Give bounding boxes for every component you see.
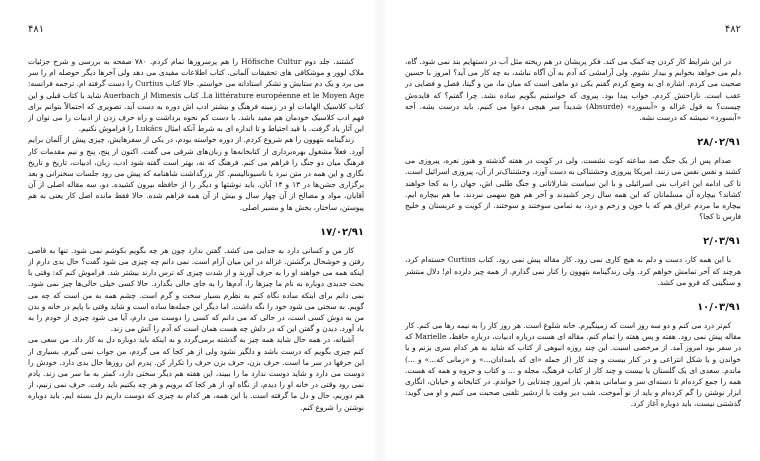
left-page (28, 0, 364, 461)
entry-date: ۱۰/۰۳/۹۱ (697, 302, 741, 314)
paragraph: کشتند. جلد دوم Höfische Cultur را هم پرسروزها تمام کردم. ۷۸۰ صفحه به بررسی و شرح جزئیات ملاک لوور و موشکافی های تحقیقات آلمانی. کتاب اطلاعات مفیدی می دهد ولی آخرها دیگر حوصله ام را سر می برد و یک دم ستایش و تشکر استادانه می خواستم. حالا کتاب Curtius را دست گرفته ام. ترجمه فرانسه: La littérature européenne et le Moyen Age. کتاب Mimesis از Auerbach شاید یا کتاب قبلی و این کتاب کلاسیک الهامات او در زمینه فرهنگ و بیشتر ادب اش دوره به دست آید. تصویری که احتمالاً بتوانم برای فهم ادب کلاسیک خودمان هم مفید باشد. با دست کم نحوه برداشت و راه حرف زدن از ادبیات را می توان از این آثار یاد گرفت. با قید احتیاط و تا اندازه ای به شرط آنکه امثال Lukács را فراموش نکنیم. (28, 57, 364, 134)
paragraph: با این همه کار، دست و دلم به هیچ کاری نمی رود. کار مقاله پیش نمی رود. کتاب Curtius خسته‌ام کرد، هرچند که آخر تمامش خواهم کرد. ولی زندگینامه بتهوون را کنار نمی گذارم. از همه چیز دلزده ام! دلال منتشر و سنگینی که فرو می کشد. (405, 255, 741, 287)
page-number: ۴۸۲ (724, 24, 741, 35)
paragraph: کار من و کسانی دارد به جدایی می کشد. گفتن ندارد چون هر چه بگویم بکوشم نمی شود. تنها به قاضی رفتن و خوشحال برگشتن. غزاله در این میان آرام است. نمی دانم چه چیزی می شود گفت؟ حال بدی دارم از اینکه همه می خواهند او را به حرف آورند و از شدت چیزی که ترس دارند بیشتر شد. فراموش کنم که: وقتی با بحث جدیدی دوباره به نام ما چیزها را، آدم‌ها را به جای خالی بگذارد. حالا کسی خیلی حالی‌ها چیز نمی شود. نمی دانم برای اینکه ساده نگاه کنم به نظرم بسیار سخت و گرم است. چشم همه به من است که چه می گویم. به سختی می شود خود را نگه داشت. اما دیگر این جمله‌ها ساده است و شاید وقتی با پایم در خانه و بدن من به دوش کسی است، در حالی که می دانم که کسی را دوست می دارم، آیا می شود چیزی از خودم را به یاد آورد. دیدن و گفتن این که در دلش چه هست همان است که آدم را آتش می زند. (28, 245, 364, 334)
paragraph: آشیانه، در همه حال شاید همه چیز به گذشته برمی‌گردد و به اینکه باید دوباره دل به کار داد. من سعی می کنم چیزی بگویم که درست باشد و دلگیر نشود ولی از هر کجا که می گردم، من جواب نمی گیرم. بسیاری از این حرفها در سر ما است. حرف بزن، حرف بزن حرف را تکرار کن. پدرم این روزها حال بدی دارد. خودش را دوست می دارد و شاید دوست ندارد ما را ببیند، این هفته هم دیگر سختی دارد، کمتر به ما سر می زند. یادم نمی رود وقتی در خانه او را دیدم، از نگاه او، از هر کجا که برویم و هر چه بکنیم باید رفت. حرف نمی زنیم، از هم دوریم، حال و دل ما گرفته است. با این همه، هر کدام به چیزی که دوست داریم دل بسته ایم. باید دوباره نوشتن را شروع کنم. (28, 335, 364, 412)
paragraph: در این شرایط کار کردن چه کمک می کند. فکر پریشان در هم ریخته مثل آب در دستهایم بند نمی شود. گاه، دلم می خواهد بخوابم و بیدار نشوم. ولی آرامشی که آدم به آن آگاه نباشد، به چه کار می آید؟ امروز با حسین صحبت می کردم. اشاره ای به وضع کردم گفتم یکی دو ماهی است که میان ما، من و گیتا، فصل و فضایی در عقب است. ناراحتش کردم. خواب پیدا بود. پیروی که خواستیم بگویم ساده نشد. چرا گفتم؟ که فایده‌ش چیست؟ به قول غزاله و «آبسورد» (Absurde) شدیداً سر هیچی دعوا می کنیم. باید درست بشه. آخه «آبسورد» نمیشه که درست نشه. (405, 57, 741, 123)
page-body (405, 56, 741, 455)
page-number: ۴۸۱ (28, 24, 45, 35)
entry-date: ۲/۰۳/۹۱ (703, 236, 741, 248)
paragraph: صدام پس از یک جنگ صد ساعته کوت نشست. ولی در کویت در هفته گذشته و هنوز نعره، پیروزی می کشند و نفس نفس می زنند. امریکا پیروزی وحشتناکی به دست آورد. وحشتناک‌تر از آن، پیروزی اسرائیل است. تا کی ادامه این اعراب بنی اسرائیلی و با این سیاست شارلاتانی و جنگ طلبی اش، جهان را به کجا خواهند کشاند؟ بیچاره آن مسلمانان که این همه سال زجر کشیدند و آخر هم هیچ سهمی نبردند. ما هم بیچاره ایم. بیچاره ما مردم عراق هم که با خون و زخم و درد، به تمامی سوختند و سوختند. از کویت و عربستان و خلیج فارس تا کجا؟ (405, 156, 741, 222)
paragraph: کم‌تر درد می کنم و دو سه روز است که زمینگیرم. خانه شلوغ است. هر روز کار را به نیمه رها می کنم. کار مقاله پیش نمی رود. هفته و پس هفته را تمام کنم. مقاله ای هست درباره ادبیات، درباره حافظ، Marielle که در سفر بود امروز آمد. از مرخصی اسبت. این چند روزه انبوهی از کتاب که شاید به هر کدام سری بزنم و یا خواندن و یا شکل انتزاعی و در کنار بیست و چند کار (از جمله «ای که بامدادان...» و «زمانی که...» و ...) ماندم. سعدی ای یک گلستان یا بیست و چند کار از کتاب فرهنگ، مجله و ... و کتاب و جزوه و همه که هست. همه را جمع کرده‌ام تا دسته‌ای سر و سامانی بدهم. باز امروز چندتایی را خواندم. در کتابخانه و خیابان، انگاری ابزار نوشتن را گم کرده‌ام و باید از نو آموخت. شب دیر وقت با اردشیر تلفنی صحبت می کنیم و او می گوید: گذشتنی نیست، باید دوباره آغاز کرد. (405, 321, 741, 409)
paragraph: زندگینامه بتهوون را هم شروع کردم. از دوره خواسته بودم، در یکی از سفرهایش. چیزی پیش از آلمان برایم آورد. فعلاً مشغول بهره‌برداری از کتابخانه‌ها و زبان‌های شرقی می گفت. اکنون از پنج، پنج و نیم مقدمات کار فرهنگ میان دو جنگ را فراهم می کنم. فرهنگ که نه، بهتر است گفته شود ادب، زبان، ادبیات، تاریخ و تاریخ نگاری و این همه در متن نبرد با ناسیونالیسم. کار بزرگداشت شاهنامه که پیش می رود جلسات سخنرانی و بعد برگزاری جشن‌ها در ۱۳ و ۱۴ آبان. باید نوشتها و دیگر را از حافظه بیرون کشیده. دو، سه مقاله اصلی از آن آقایان، مواد و مصالح از آن چهار سال و بیش از آن همه فراهم شده. حالا فقط مانده اصل کار یعنی به هم پیوستن، ساختار، بخش ها و مسیر اصلی. (28, 135, 364, 212)
entry-date: ۲۸/۰۲/۹۱ (697, 137, 741, 149)
entry-date: ۱۷/۰۲/۹۱ (320, 226, 364, 238)
page-body (28, 56, 364, 455)
right-page (405, 0, 741, 461)
gutter (372, 0, 388, 461)
